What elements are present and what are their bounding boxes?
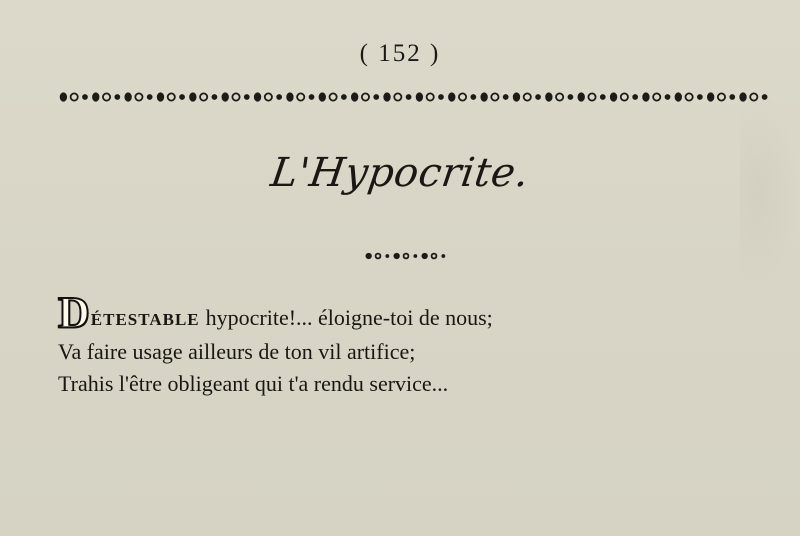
first-word-smallcaps: ÉTESTABLE	[90, 310, 200, 329]
title-divider-ornament	[364, 250, 448, 262]
ornament-dot	[373, 94, 379, 100]
ornament-dot	[427, 93, 434, 100]
ornament-dot	[365, 253, 371, 259]
verse-line-3: Trahis l'être obligeant qui t'a rendu service...	[58, 371, 449, 396]
ornament-dot	[341, 94, 347, 100]
verse-line-1	[58, 288, 758, 337]
ornament-dot	[297, 93, 304, 100]
ornament-dot	[319, 92, 326, 101]
ornament-dot	[362, 93, 369, 100]
ornament-dot	[718, 93, 725, 100]
ornament-dot	[147, 94, 153, 100]
ornament-dot	[621, 93, 628, 100]
ornament-dot	[642, 92, 649, 101]
ornament-dot	[383, 92, 390, 101]
ornament-dot	[413, 254, 417, 258]
ornament-dot	[60, 92, 67, 101]
ornament-dot	[513, 92, 520, 101]
ornament-dot	[404, 254, 409, 259]
ornament-dot	[535, 94, 541, 100]
ornament-dot	[545, 92, 552, 101]
ornament-dot	[568, 94, 574, 100]
ornament-dot	[179, 94, 185, 100]
ornament-dot	[632, 94, 638, 100]
ornament-dot	[470, 94, 476, 100]
ornament-dot	[135, 93, 142, 100]
ornament-dot	[200, 93, 207, 100]
ornament-dot	[762, 94, 768, 100]
ornament-dot	[441, 254, 445, 258]
ornament-dot	[729, 94, 735, 100]
ornament-dot	[459, 93, 466, 100]
ornament-dot	[610, 92, 617, 101]
ornament-dot	[421, 253, 427, 259]
page-number: ( 152 )	[359, 40, 441, 67]
ornament-dot	[394, 93, 401, 100]
ornament-dot	[189, 92, 196, 101]
ornament-dot	[653, 93, 660, 100]
ornament-dot	[168, 93, 175, 100]
ornament-dot	[351, 92, 358, 101]
ornament-dot	[92, 92, 99, 101]
ornament-dot	[254, 92, 261, 101]
ornament-dot	[286, 92, 293, 101]
ornament-dot	[114, 94, 120, 100]
ornament-dot	[665, 94, 671, 100]
header-ornament-rule	[58, 88, 770, 106]
ornament-dot	[697, 94, 703, 100]
drop-cap: D	[58, 288, 90, 337]
ornament-dot	[524, 93, 531, 100]
ornament-dot	[82, 94, 88, 100]
ornament-dot	[309, 94, 315, 100]
verse-line-1-text: hypocrite!... éloigne-toi de nous;	[205, 305, 493, 330]
ornament-dot	[265, 93, 272, 100]
ornament-dot	[385, 254, 389, 258]
ornament-dot	[406, 94, 412, 100]
ornament-dot	[438, 94, 444, 100]
ornament-dot	[157, 92, 164, 101]
ornament-dot	[491, 93, 498, 100]
ornament-dot	[244, 94, 250, 100]
ornament-dot	[329, 93, 336, 100]
ornament-dot	[376, 254, 381, 259]
ornament-dot	[222, 92, 229, 101]
ornament-dot	[232, 93, 239, 100]
ornament-dot	[416, 92, 423, 101]
poem-verses	[58, 288, 758, 400]
ornament-dot	[588, 93, 595, 100]
ornament-dot	[432, 254, 437, 259]
ornament-dot	[393, 253, 399, 259]
ornament-dot	[503, 94, 509, 100]
ornament-dot	[675, 92, 682, 101]
ornament-dot	[600, 94, 606, 100]
ornament-dot	[707, 92, 714, 101]
ornament-dot	[212, 94, 218, 100]
ornament-dot	[685, 93, 692, 100]
ornament-dot	[578, 92, 585, 101]
ornament-dot	[448, 92, 455, 101]
ornament-dot	[556, 93, 563, 100]
verse-line-2: Va faire usage ailleurs de ton vil artifice;	[58, 339, 416, 364]
ornament-dot	[739, 92, 746, 101]
ornament-dot	[124, 92, 131, 101]
ornament-dot	[750, 93, 757, 100]
ornament-dot	[276, 94, 282, 100]
ornament-dot	[71, 93, 78, 100]
poem-title: L'Hypocrite.	[268, 150, 532, 196]
ornament-dot	[103, 93, 110, 100]
ornament-dot	[480, 92, 487, 101]
